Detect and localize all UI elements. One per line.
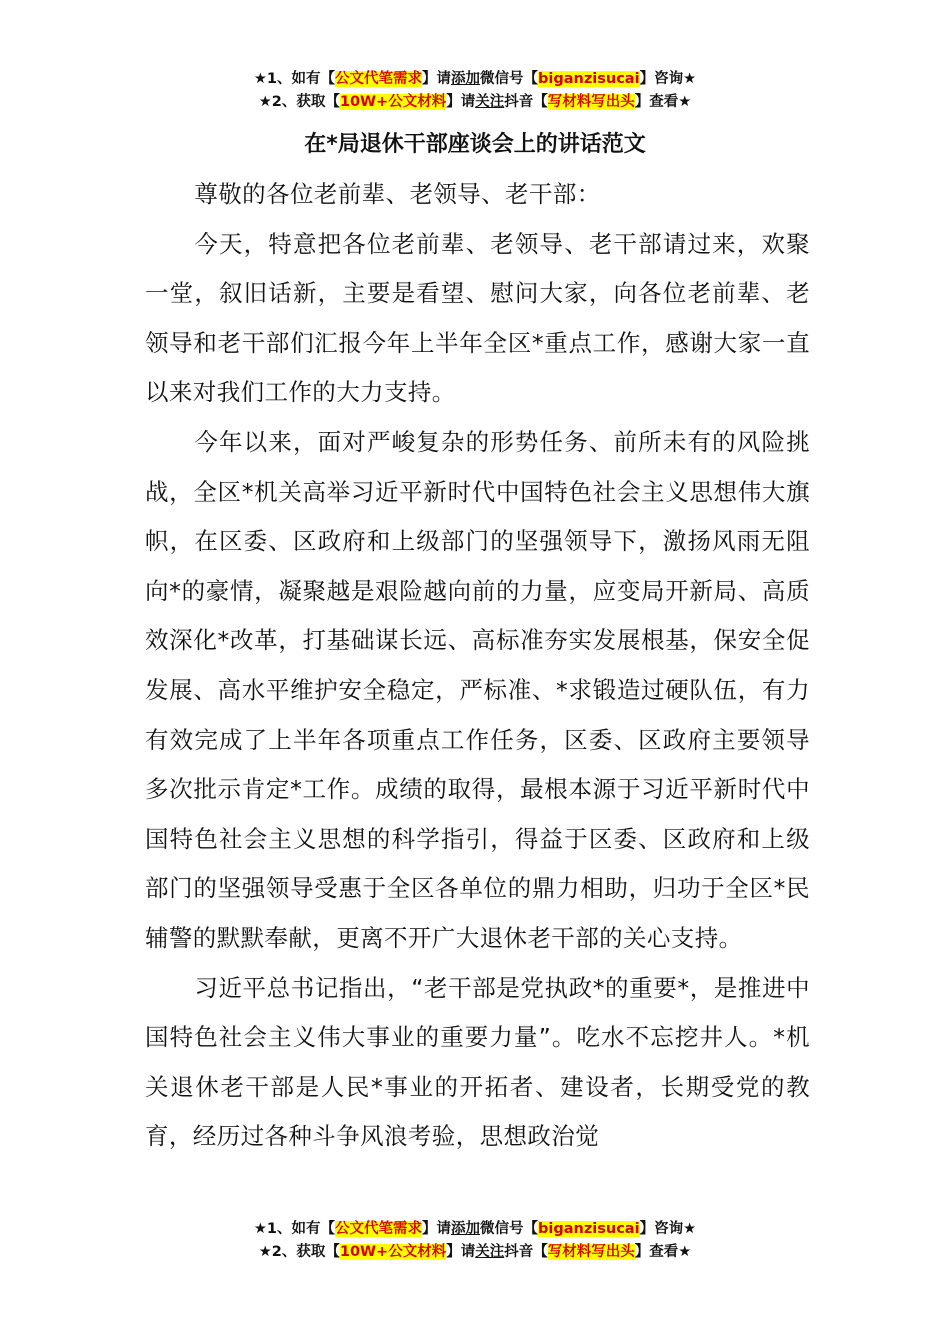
promo-highlight: biganzisucai: [538, 71, 640, 87]
promo-text: 】咨询★: [639, 1221, 697, 1237]
body-paragraph: 今年以来，面对严峻复杂的形势任务、前所未有的风险挑战，全区*机关高举习近平新时代中国特色社会主义思想伟大旗帜，在区委、区政府和上级部门的坚强领导下，激扬风雨无阻向*的豪情，凝聚越是艰险越向前的力量，应变局开新局、高质效深化*改革，打基础谋长远、高标准夯实发展根基，保安全促发展、高水平维护安全稳定，严标准、*求锻造过硬队伍，有力有效完成了上半年各项重点工作任务，区委、区政府主要领导多次批示肯定*工作。成绩的取得，最根本源于习近平新时代中国特色社会主义思想的科学指引，得益于区委、区政府和上级部门的坚强领导受惠于全区各单位的鼎力相助，归功于全区*民辅警的默默奉献，更离不开广大退休老干部的关心支持。: [145, 427, 810, 952]
promo-highlight: biganzisucai: [538, 1221, 640, 1237]
salutation-paragraph: 尊敬的各位老前辈、老领导、老干部：: [194, 180, 601, 208]
promo-text: 抖音【: [504, 1244, 548, 1260]
promo-underline-text: 添加: [451, 71, 481, 87]
promo-line-1: [0, 1218, 950, 1241]
promo-text: 】查看★: [634, 1244, 692, 1260]
promo-text: ★1、如有【: [253, 1221, 336, 1237]
promo-text: 】请: [422, 71, 452, 87]
promo-text: ★1、如有【: [253, 71, 336, 87]
promo-line-1: [0, 68, 950, 91]
promo-highlight: 10W+公文材料: [339, 1244, 447, 1260]
body-paragraph: 今天，特意把各位老前辈、老领导、老干部请过来，欢聚一堂，叙旧话新，主要是看望、慰问大家，向各位老前辈、老领导和老干部们汇报今年上半年全区*重点工作，感谢大家一直以来对我们工作的大力支持。: [145, 229, 810, 407]
promo-text: 】请: [446, 94, 476, 110]
promo-banner-top: [0, 68, 950, 114]
promo-underline-text: 关注: [475, 1244, 505, 1260]
promo-text: ★2、获取【: [258, 1244, 340, 1260]
document-title: 在*局退休干部座谈会上的讲话范文: [304, 132, 646, 157]
promo-text: 】请: [422, 1221, 452, 1237]
promo-underline-text: 关注: [475, 94, 505, 110]
promo-highlight: 10W+公文材料: [339, 94, 447, 110]
promo-highlight: 写材料写出头: [547, 1244, 635, 1260]
body-paragraph: 习近平总书记指出，“老干部是党执政*的重要*，是推进中国特色社会主义伟大事业的重要力量”。吃水不忘挖井人。*机关退休老干部是人民*事业的开拓者、建设者，长期受党的教育，经历过各种斗争风浪考验，思想政治觉: [145, 973, 810, 1151]
promo-text: 】查看★: [634, 94, 692, 110]
promo-line-2: [0, 91, 950, 114]
promo-text: 微信号【: [480, 1221, 539, 1237]
promo-highlight: 公文代笔需求: [335, 71, 423, 87]
promo-highlight: 公文代笔需求: [335, 1221, 423, 1237]
promo-text: 】咨询★: [639, 71, 697, 87]
promo-text: 微信号【: [480, 71, 539, 87]
promo-text: 抖音【: [504, 94, 548, 110]
promo-text: 】请: [446, 1244, 476, 1260]
promo-text: ★2、获取【: [258, 94, 340, 110]
promo-highlight: 写材料写出头: [547, 94, 635, 110]
document-body: [145, 170, 810, 1162]
promo-banner-bottom: [0, 1218, 950, 1264]
promo-line-2: [0, 1241, 950, 1264]
promo-underline-text: 添加: [451, 1221, 481, 1237]
